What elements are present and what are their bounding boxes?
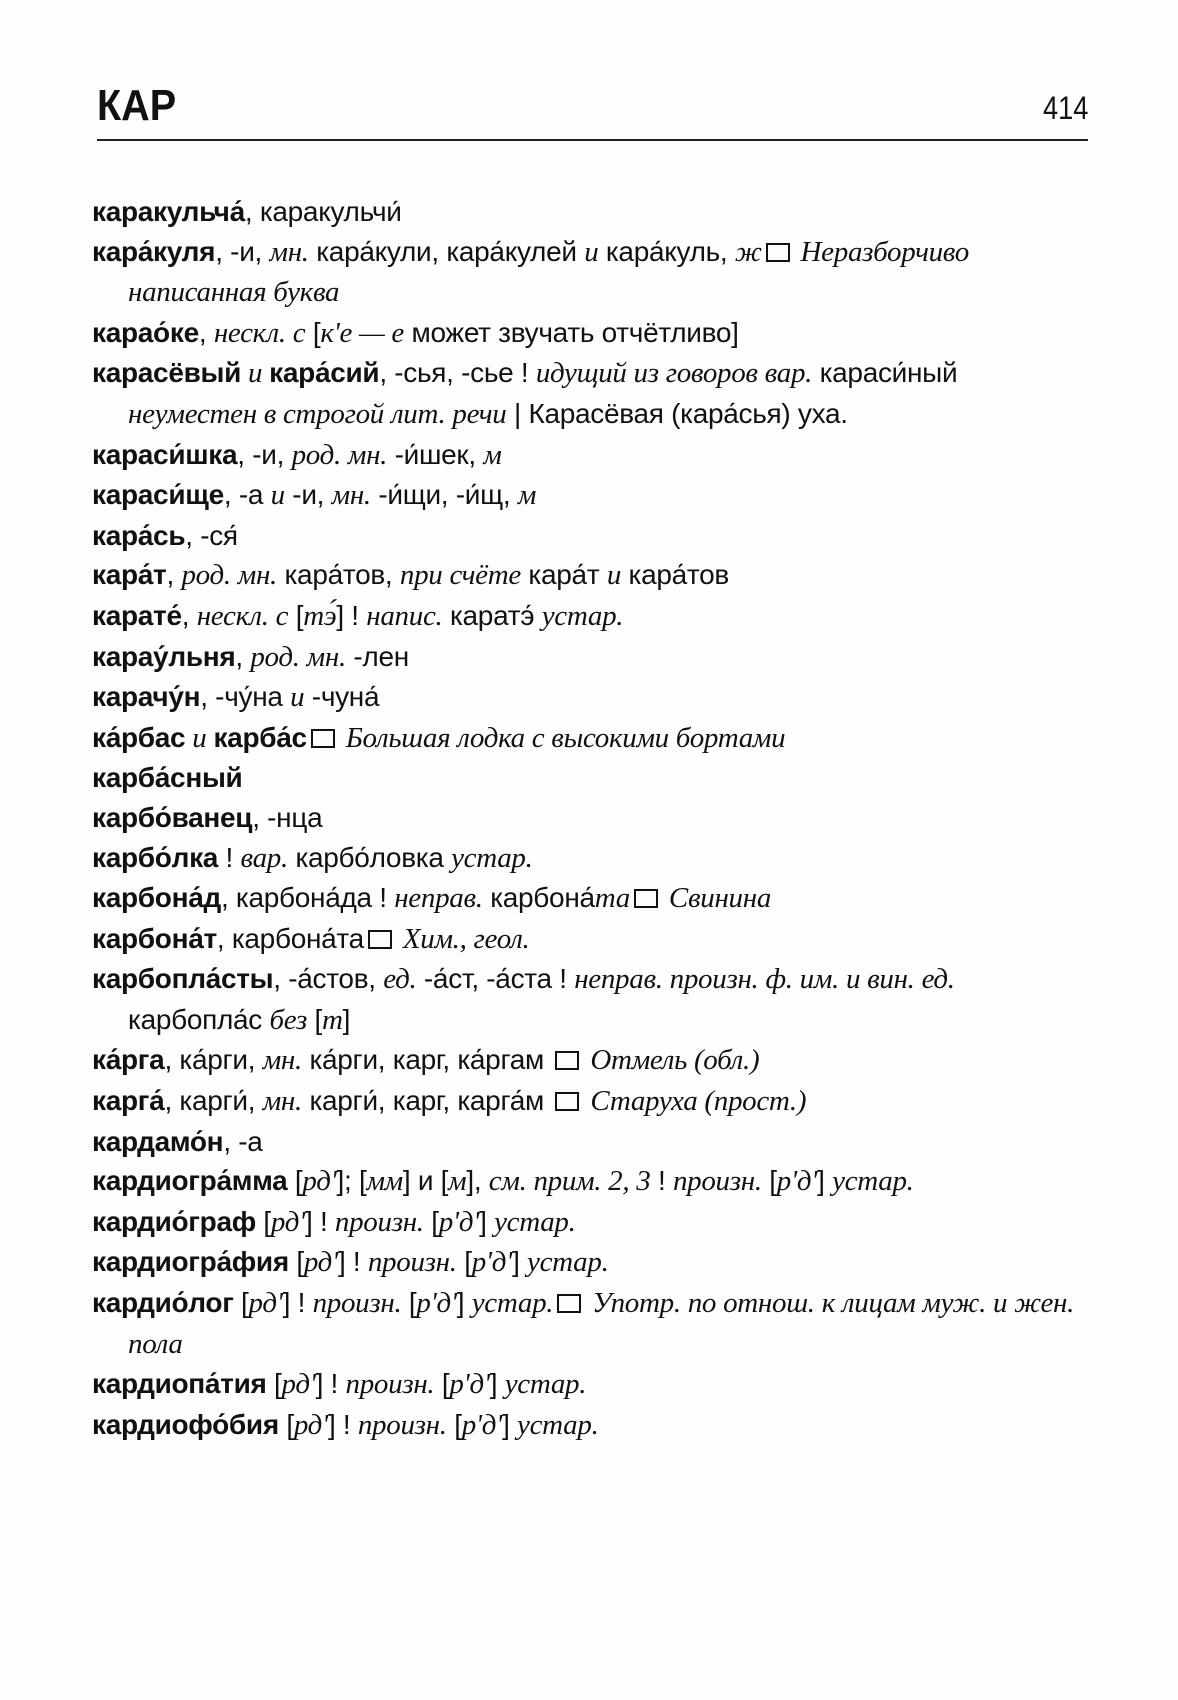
definition-box-icon	[634, 889, 658, 908]
italic-note: мм	[366, 1165, 403, 1198]
italic-note: ж	[734, 235, 762, 268]
entry-text: ]	[817, 1165, 833, 1197]
italic-note: Старуха (прост.)	[583, 1085, 807, 1118]
dictionary-entry	[92, 596, 1092, 637]
entry-text: [	[401, 1287, 417, 1319]
entry-text: ]	[456, 1287, 472, 1319]
entry-text: ,	[235, 640, 251, 672]
dictionary-entry	[92, 798, 1092, 838]
italic-note: род. мн.	[181, 559, 277, 592]
entry-text: караси́ный	[812, 357, 958, 389]
entry-text: , каракульчи́	[244, 196, 402, 227]
entry-text: ]; [	[336, 1165, 367, 1197]
italic-note: р'д'	[776, 1165, 818, 1198]
italic-note: м	[448, 1165, 467, 1198]
dictionary-entry	[92, 1283, 1092, 1364]
headword: караси́шка	[92, 438, 238, 470]
entry-text: карбо́ловка	[287, 841, 452, 873]
entry-text: , -а́стов,	[273, 963, 384, 995]
headword: ка́рга	[92, 1044, 165, 1076]
entry-text: , карги́,	[164, 1085, 263, 1117]
italic-note: устар.	[541, 599, 624, 632]
italic-note: нескл. с	[213, 316, 306, 349]
italic-note: без	[269, 1003, 307, 1036]
headword: кара́сь	[92, 519, 186, 551]
entry-text: ,	[181, 599, 197, 631]
headword: ка́рбас	[92, 721, 186, 753]
italic-note: идущий из говоров вар.	[535, 357, 813, 390]
dictionary-entry	[92, 919, 1092, 960]
entry-text: ] !	[327, 1408, 358, 1440]
italic-note: произн.	[334, 1205, 424, 1238]
dictionary-entry	[92, 1405, 1092, 1446]
dictionary-entry	[92, 1161, 1092, 1202]
entry-text: -и,	[284, 479, 332, 511]
italic-note: ед.	[383, 963, 417, 996]
italic-note: род. мн.	[291, 438, 388, 471]
dictionary-entry	[92, 475, 1092, 516]
italic-note: и	[270, 479, 285, 512]
entry-text: кара́куль,	[598, 235, 735, 267]
entry-text: | Карасёвая (кара́сья) уха.	[506, 397, 848, 429]
italic-note: р'д'	[449, 1368, 490, 1401]
entry-text: ,	[166, 559, 182, 591]
dictionary-entry	[92, 313, 1092, 354]
italic-note: произн.	[312, 1287, 402, 1320]
entry-text: ] !	[315, 1368, 346, 1400]
entry-text: [	[423, 1205, 439, 1237]
headword: кара́куля	[92, 235, 216, 267]
entry-text: , карбона́та	[216, 922, 364, 954]
entry-text: ]	[502, 1408, 518, 1440]
italic-note: и	[584, 235, 599, 268]
entry-text: ]	[489, 1368, 505, 1400]
headword: каракульча́	[92, 196, 245, 227]
italic-note: и	[290, 681, 305, 714]
italic-note: устар.	[504, 1368, 587, 1401]
headword: кардамо́н	[92, 1125, 224, 1157]
dictionary-entries	[92, 192, 1092, 1445]
italic-note: мн.	[269, 235, 309, 268]
italic-note: рд'	[248, 1287, 283, 1320]
entry-text: -а́ст, -а́ста !	[416, 963, 575, 995]
running-head: КАР	[97, 81, 177, 130]
headword: карбона́т	[92, 922, 217, 954]
italic-note: напис.	[366, 599, 443, 632]
entry-text: !	[218, 841, 241, 873]
headword: карате́	[92, 599, 182, 631]
italic-note: Большая лодка с высокими бортами	[338, 721, 786, 754]
italic-note: устар.	[517, 1408, 599, 1441]
headword: кардио́лог	[92, 1287, 234, 1319]
entry-text: , ка́рги,	[164, 1044, 263, 1076]
entry-text: ,	[198, 316, 214, 348]
italic-note: нескл. с	[196, 599, 289, 632]
entry-text: -лен	[345, 640, 409, 672]
header-rule	[97, 139, 1088, 141]
italic-note: произн.	[345, 1368, 435, 1401]
entry-text: ] !	[336, 599, 367, 631]
entry-text: , -ся́	[185, 519, 238, 551]
italic-note: и	[185, 721, 214, 754]
page-number: 414	[1042, 90, 1088, 126]
dictionary-entry	[92, 1202, 1092, 1243]
entry-text: , -нца	[252, 801, 323, 833]
dictionary-entry	[92, 353, 1092, 434]
italic-note: м	[483, 438, 502, 471]
italic-note: устар.	[471, 1287, 554, 1320]
italic-note: мн.	[262, 1044, 302, 1077]
dictionary-entry	[92, 516, 1092, 556]
italic-note: рд'	[303, 1246, 338, 1279]
headword: кардио́граф	[92, 1205, 256, 1237]
entry-text: каратэ́	[442, 599, 542, 631]
italic-note: рд'	[293, 1408, 328, 1441]
italic-note: та	[594, 882, 630, 915]
headword: кардиогра́фия	[92, 1246, 289, 1278]
dictionary-entry	[92, 838, 1092, 879]
entry-text: ] !	[337, 1246, 368, 1278]
dictionary-entry	[92, 878, 1092, 919]
dictionary-entry	[92, 959, 1092, 1040]
dictionary-entry	[92, 718, 1092, 759]
italic-note: р'д'	[438, 1205, 480, 1238]
entry-text: кара́тов	[621, 559, 729, 591]
dictionary-entry	[92, 1081, 1092, 1122]
italic-note: устар.	[494, 1205, 576, 1238]
page-header	[97, 80, 1088, 140]
entry-text: [	[761, 1165, 777, 1197]
headword: кара́сий	[269, 357, 380, 389]
definition-box-icon	[555, 1092, 579, 1111]
dictionary-entry	[92, 1242, 1092, 1283]
headword: карачу́н	[92, 681, 201, 713]
entry-text: ] !	[304, 1205, 335, 1237]
italic-note: Хим., геол.	[395, 922, 530, 955]
entry-text: [	[233, 1287, 249, 1319]
dictionary-entry	[92, 232, 1092, 313]
definition-box-icon	[766, 243, 790, 262]
dictionary-entry	[92, 637, 1092, 678]
entry-text: ]	[479, 1205, 495, 1237]
entry-text: [	[288, 1246, 304, 1278]
definition-box-icon	[555, 1051, 579, 1070]
headword: кардиофо́бия	[92, 1408, 279, 1440]
entry-text: , -чу́на	[200, 681, 291, 713]
entry-text: [	[287, 1165, 303, 1197]
italic-note: устар.	[527, 1246, 609, 1279]
italic-note: неуместен в строгой лит. речи	[128, 397, 507, 430]
italic-note: неправ. произн. ф. им. и вин. ед.	[574, 963, 955, 996]
entry-text: ]	[512, 1246, 528, 1278]
headword: кардиопа́тия	[92, 1368, 267, 1400]
entry-text: , -и,	[237, 438, 292, 470]
entry-text: ] !	[282, 1287, 313, 1319]
entry-text: ка́рги, карг, ка́ргам	[301, 1044, 552, 1076]
entry-text: [	[278, 1408, 294, 1440]
entry-text: кара́кули, кара́кулей	[308, 235, 585, 267]
italic-note: р'д'	[461, 1408, 503, 1441]
italic-note: произн.	[367, 1246, 457, 1279]
dictionary-entry	[92, 1122, 1092, 1162]
entry-text: [	[434, 1368, 450, 1400]
entry-text: карги́, карг, карга́м	[301, 1085, 552, 1117]
entry-text: карбона́	[482, 882, 595, 914]
entry-text: [	[305, 316, 321, 348]
entry-text: [	[288, 599, 304, 631]
headword: карбона́д	[92, 882, 221, 914]
italic-note: рд'	[281, 1368, 316, 1401]
entry-text: кара́тов,	[277, 559, 400, 591]
headword: карао́ке	[92, 316, 199, 348]
italic-note: см. прим. 2, 3	[488, 1165, 651, 1198]
definition-box-icon	[557, 1294, 581, 1313]
definition-box-icon	[368, 930, 392, 949]
headword: караси́ще	[92, 479, 224, 511]
headword: карба́с	[213, 721, 307, 753]
headword: карбопла́сты	[92, 963, 274, 995]
italic-note: р'д'	[416, 1287, 457, 1320]
entry-text: [	[255, 1205, 271, 1237]
italic-note: неправ.	[394, 882, 483, 915]
entry-text: -и́шек,	[387, 438, 484, 470]
italic-note: и	[606, 559, 622, 592]
italic-note: вар.	[240, 841, 288, 874]
entry-text: может звучать отчётливо]	[404, 316, 739, 348]
entry-text: , -а	[223, 479, 271, 511]
headword: кардиогра́мма	[92, 1165, 288, 1197]
entry-text: [	[266, 1368, 282, 1400]
headword: кара́т	[92, 559, 167, 591]
entry-text: , -и,	[215, 235, 270, 267]
dictionary-entry	[92, 1040, 1092, 1081]
italic-note: Неразборчиво написанная буква	[128, 235, 969, 309]
headword: карба́сный	[92, 762, 243, 794]
dictionary-entry	[92, 435, 1092, 476]
entry-text: ]	[342, 1003, 351, 1035]
headword: карасёвый	[92, 357, 242, 389]
entry-text: -чуна́	[304, 681, 380, 713]
dictionary-entry	[92, 192, 1092, 232]
entry-text: -и́щи, -и́щ,	[370, 479, 518, 511]
italic-note: р'д'	[471, 1246, 513, 1279]
entry-text: , -сья, -сье !	[379, 357, 536, 389]
italic-note: произн.	[672, 1165, 762, 1198]
dictionary-entry	[92, 1364, 1092, 1405]
dictionary-entry	[92, 758, 1092, 798]
headword: карбо́ванец	[92, 801, 253, 833]
headword: карау́льня	[92, 640, 236, 672]
italic-note: род. мн.	[250, 640, 346, 673]
entry-text: [	[446, 1408, 462, 1440]
italic-note: м	[517, 479, 537, 512]
headword: карбо́лка	[92, 841, 219, 873]
italic-note: тэ́	[303, 599, 337, 632]
italic-note: при счёте	[399, 559, 521, 592]
dictionary-entry	[92, 677, 1092, 718]
italic-note: устар.	[451, 841, 533, 874]
entry-text: карбопла́с	[128, 1003, 270, 1035]
italic-note: Употр. по отнош. к лицам муж. и жен. пола	[128, 1287, 1075, 1360]
italic-note: произн.	[357, 1408, 447, 1441]
entry-text: !	[650, 1165, 673, 1197]
entry-text: [	[306, 1003, 322, 1035]
dictionary-entry	[92, 555, 1092, 596]
italic-note: Отмель (обл.)	[583, 1044, 760, 1077]
italic-note: рд'	[270, 1205, 305, 1238]
entry-text: , -а	[223, 1125, 263, 1157]
italic-note: мн.	[331, 479, 371, 512]
italic-note: Свинина	[661, 882, 772, 915]
italic-note: к'е — е	[320, 316, 405, 349]
entry-text: [	[456, 1246, 472, 1278]
definition-box-icon	[311, 729, 335, 748]
entry-text: ],	[466, 1165, 489, 1197]
entry-text: кара́т	[520, 559, 607, 591]
italic-note: т	[321, 1003, 343, 1036]
headword: карга́	[92, 1085, 165, 1117]
italic-note: устар.	[832, 1165, 914, 1198]
entry-text: , карбона́да !	[220, 882, 395, 914]
entry-text: ] и [	[402, 1165, 449, 1197]
italic-note: мн.	[262, 1085, 302, 1118]
italic-note: рд'	[302, 1165, 337, 1198]
italic-note: и	[241, 357, 270, 390]
